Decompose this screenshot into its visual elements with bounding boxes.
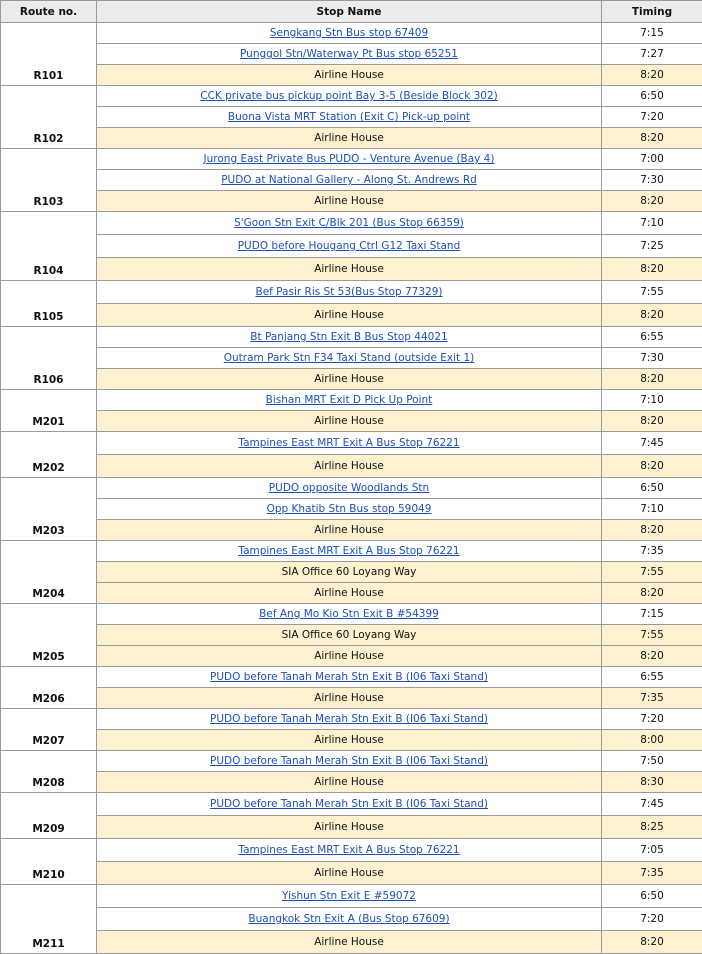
stop-name-cell xyxy=(97,604,602,625)
stop-name-cell xyxy=(97,908,602,931)
stop-column-header: Stop Name xyxy=(97,1,602,23)
table-row xyxy=(1,499,702,520)
timing-cell: 6:50 xyxy=(602,885,702,908)
stop-map-link[interactable]: Tampines East MRT Exit A Bus Stop 76221 xyxy=(238,844,459,856)
stop-map-link[interactable]: Buona Vista MRT Station (Exit C) Pick-up point xyxy=(228,111,470,123)
table-row xyxy=(1,583,702,604)
route-number-cell: R106 xyxy=(1,327,97,390)
stop-name-cell xyxy=(97,646,602,667)
table-row xyxy=(1,730,702,751)
stop-map-link[interactable]: S'Goon Stn Exit C/Blk 201 (Bus Stop 66359) xyxy=(234,217,464,229)
schedule-body xyxy=(1,23,702,954)
table-row xyxy=(1,348,702,369)
timing-cell: 7:45 xyxy=(602,432,702,455)
stop-name-cell xyxy=(97,304,602,327)
stop-map-link[interactable]: Yishun Stn Exit E #59072 xyxy=(282,890,416,902)
route-number-cell: M203 xyxy=(1,478,97,541)
timing-cell: 8:20 xyxy=(602,304,702,327)
stop-name-cell xyxy=(97,885,602,908)
timing-cell: 7:45 xyxy=(602,793,702,816)
table-row xyxy=(1,212,702,235)
table-row xyxy=(1,625,702,646)
table-row xyxy=(1,86,702,107)
stop-name-text: Airline House xyxy=(314,650,384,662)
timing-cell: 8:20 xyxy=(602,191,702,212)
stop-name-cell xyxy=(97,688,602,709)
table-row xyxy=(1,432,702,455)
table-row xyxy=(1,541,702,562)
timing-cell: 8:20 xyxy=(602,455,702,478)
stop-name-cell xyxy=(97,455,602,478)
stop-name-text: Airline House xyxy=(314,309,384,321)
timing-cell: 6:50 xyxy=(602,86,702,107)
stop-name-text: SIA Office 60 Loyang Way xyxy=(282,566,417,578)
stop-map-link[interactable]: PUDO before Tanah Merah Stn Exit B (I06 Taxi Stand) xyxy=(210,798,488,810)
stop-name-text: Airline House xyxy=(314,587,384,599)
stop-name-cell xyxy=(97,170,602,191)
stop-name-text: Airline House xyxy=(314,524,384,536)
timing-cell: 7:35 xyxy=(602,541,702,562)
stop-name-cell xyxy=(97,390,602,411)
stop-map-link[interactable]: PUDO opposite Woodlands Stn xyxy=(269,482,429,494)
timing-cell: 7:20 xyxy=(602,709,702,730)
timing-cell: 7:00 xyxy=(602,149,702,170)
timing-cell: 8:25 xyxy=(602,816,702,839)
table-row xyxy=(1,793,702,816)
timing-cell: 7:25 xyxy=(602,235,702,258)
timing-cell: 7:10 xyxy=(602,390,702,411)
timing-cell: 7:30 xyxy=(602,170,702,191)
stop-map-link[interactable]: Tampines East MRT Exit A Bus Stop 76221 xyxy=(238,437,459,449)
route-number-cell: M201 xyxy=(1,390,97,432)
timing-cell: 7:15 xyxy=(602,23,702,44)
table-row xyxy=(1,258,702,281)
stop-name-cell xyxy=(97,212,602,235)
stop-map-link[interactable]: PUDO at National Gallery - Along St. Andrews Rd xyxy=(221,174,477,186)
table-row xyxy=(1,478,702,499)
route-number-cell: R103 xyxy=(1,149,97,212)
table-row xyxy=(1,751,702,772)
stop-name-cell xyxy=(97,23,602,44)
stop-name-cell xyxy=(97,432,602,455)
stop-name-text: Airline House xyxy=(314,132,384,144)
stop-map-link[interactable]: Tampines East MRT Exit A Bus Stop 76221 xyxy=(238,545,459,557)
timing-cell: 7:30 xyxy=(602,348,702,369)
stop-name-cell xyxy=(97,862,602,885)
timing-cell: 8:20 xyxy=(602,583,702,604)
stop-name-cell xyxy=(97,128,602,149)
stop-name-cell xyxy=(97,348,602,369)
route-number-cell: R102 xyxy=(1,86,97,149)
timing-cell: 8:20 xyxy=(602,931,702,954)
route-number-cell: M210 xyxy=(1,839,97,885)
table-row xyxy=(1,885,702,908)
stop-name-cell xyxy=(97,411,602,432)
table-row xyxy=(1,149,702,170)
stop-map-link[interactable]: PUDO before Tanah Merah Stn Exit B (I06 Taxi Stand) xyxy=(210,713,488,725)
stop-name-cell xyxy=(97,839,602,862)
route-number-cell: M209 xyxy=(1,793,97,839)
stop-name-text: Airline House xyxy=(314,69,384,81)
timing-cell: 6:55 xyxy=(602,327,702,348)
stop-name-cell xyxy=(97,235,602,258)
table-row xyxy=(1,65,702,86)
route-number-cell: M207 xyxy=(1,709,97,751)
route-number-cell: M204 xyxy=(1,541,97,604)
timing-cell: 7:50 xyxy=(602,751,702,772)
route-number-cell: M205 xyxy=(1,604,97,667)
table-row xyxy=(1,281,702,304)
stop-name-cell xyxy=(97,149,602,170)
stop-map-link[interactable]: Bt Panjang Stn Exit B Bus Stop 44021 xyxy=(250,331,447,343)
stop-name-cell xyxy=(97,327,602,348)
table-row xyxy=(1,646,702,667)
route-number-cell: R101 xyxy=(1,23,97,86)
stop-map-link[interactable]: CCK private bus pickup point Bay 3-5 (Beside Block 302) xyxy=(200,90,498,102)
timing-cell: 7:55 xyxy=(602,562,702,583)
stop-name-text: Airline House xyxy=(314,415,384,427)
stop-name-cell xyxy=(97,751,602,772)
stop-name-cell xyxy=(97,772,602,793)
timing-cell: 6:55 xyxy=(602,667,702,688)
stop-name-cell xyxy=(97,793,602,816)
stop-map-link[interactable]: PUDO before Hougang Ctrl G12 Taxi Stand xyxy=(238,240,461,252)
stop-name-cell xyxy=(97,709,602,730)
timing-cell: 7:10 xyxy=(602,499,702,520)
stop-name-text: Airline House xyxy=(314,195,384,207)
stop-name-cell xyxy=(97,86,602,107)
timing-cell: 8:20 xyxy=(602,65,702,86)
table-row xyxy=(1,562,702,583)
timing-cell: 7:20 xyxy=(602,908,702,931)
stop-name-cell xyxy=(97,65,602,86)
timing-cell: 8:20 xyxy=(602,128,702,149)
table-row xyxy=(1,107,702,128)
stop-name-cell xyxy=(97,369,602,390)
table-row xyxy=(1,411,702,432)
stop-name-cell xyxy=(97,191,602,212)
timing-cell: 8:20 xyxy=(602,369,702,390)
stop-map-link[interactable]: Sengkang Stn Bus stop 67409 xyxy=(270,27,428,39)
timing-cell: 7:27 xyxy=(602,44,702,65)
timing-cell: 8:00 xyxy=(602,730,702,751)
stop-name-cell xyxy=(97,520,602,541)
stop-map-link[interactable]: PUDO before Tanah Merah Stn Exit B (I06 Taxi Stand) xyxy=(210,755,488,767)
stop-name-cell xyxy=(97,44,602,65)
stop-name-cell xyxy=(97,107,602,128)
table-row xyxy=(1,839,702,862)
timing-cell: 8:20 xyxy=(602,411,702,432)
stop-name-text: Airline House xyxy=(314,776,384,788)
table-row xyxy=(1,390,702,411)
table-row xyxy=(1,862,702,885)
timing-cell: 8:20 xyxy=(602,520,702,541)
table-row xyxy=(1,604,702,625)
timing-cell: 7:35 xyxy=(602,688,702,709)
table-row xyxy=(1,908,702,931)
table-row xyxy=(1,170,702,191)
timing-cell: 7:55 xyxy=(602,281,702,304)
table-row xyxy=(1,520,702,541)
timing-cell: 7:15 xyxy=(602,604,702,625)
stop-name-cell xyxy=(97,583,602,604)
route-column-header: Route no. xyxy=(1,1,97,23)
stop-name-cell xyxy=(97,931,602,954)
stop-name-text: Airline House xyxy=(314,734,384,746)
stop-map-link[interactable]: Buangkok Stn Exit A (Bus Stop 67609) xyxy=(248,913,449,925)
stop-name-cell xyxy=(97,625,602,646)
stop-name-cell xyxy=(97,730,602,751)
timing-cell: 8:30 xyxy=(602,772,702,793)
stop-name-text: Airline House xyxy=(314,821,384,833)
stop-map-link[interactable]: Jurong East Private Bus PUDO - Venture Avenue (Bay 4) xyxy=(204,153,495,165)
table-row xyxy=(1,455,702,478)
stop-name-cell xyxy=(97,478,602,499)
stop-name-text: SIA Office 60 Loyang Way xyxy=(282,629,417,641)
table-row xyxy=(1,931,702,954)
table-row xyxy=(1,369,702,390)
timing-cell: 8:20 xyxy=(602,646,702,667)
table-row xyxy=(1,191,702,212)
timing-cell: 7:35 xyxy=(602,862,702,885)
table-row xyxy=(1,709,702,730)
stop-name-text: Airline House xyxy=(314,263,384,275)
route-number-cell: R104 xyxy=(1,212,97,281)
route-number-cell: M202 xyxy=(1,432,97,478)
table-row xyxy=(1,772,702,793)
table-row xyxy=(1,128,702,149)
timing-cell: 6:50 xyxy=(602,478,702,499)
stop-name-cell xyxy=(97,281,602,304)
stop-name-cell xyxy=(97,562,602,583)
stop-map-link[interactable]: Outram Park Stn F34 Taxi Stand (outside Exit 1) xyxy=(224,352,475,364)
stop-map-link[interactable]: Bef Pasir Ris St 53(Bus Stop 77329) xyxy=(255,286,442,298)
stop-map-link[interactable]: Bef Ang Mo Kio Stn Exit B #54399 xyxy=(259,608,439,620)
stop-map-link[interactable]: Bishan MRT Exit D Pick Up Point xyxy=(266,394,433,406)
table-row xyxy=(1,235,702,258)
timing-cell: 8:20 xyxy=(602,258,702,281)
route-number-cell: M206 xyxy=(1,667,97,709)
table-row xyxy=(1,688,702,709)
stop-name-cell xyxy=(97,258,602,281)
table-row xyxy=(1,304,702,327)
stop-name-text: Airline House xyxy=(314,692,384,704)
timing-cell: 7:55 xyxy=(602,625,702,646)
stop-name-cell xyxy=(97,816,602,839)
table-row xyxy=(1,23,702,44)
table-row xyxy=(1,816,702,839)
route-number-cell: M208 xyxy=(1,751,97,793)
stop-name-cell xyxy=(97,667,602,688)
stop-name-text: Airline House xyxy=(314,460,384,472)
timing-cell: 7:05 xyxy=(602,839,702,862)
timing-cell: 7:20 xyxy=(602,107,702,128)
table-row xyxy=(1,667,702,688)
stop-map-link[interactable]: Punggol Stn/Waterway Pt Bus stop 65251 xyxy=(240,48,458,60)
stop-name-text: Airline House xyxy=(314,867,384,879)
table-row xyxy=(1,327,702,348)
stop-map-link[interactable]: PUDO before Tanah Merah Stn Exit B (I06 Taxi Stand) xyxy=(210,671,488,683)
stop-name-cell xyxy=(97,499,602,520)
stop-name-text: Airline House xyxy=(314,373,384,385)
stop-name-cell xyxy=(97,541,602,562)
stop-map-link[interactable]: Opp Khatib Stn Bus stop 59049 xyxy=(267,503,432,515)
route-number-cell: R105 xyxy=(1,281,97,327)
timing-cell: 7:10 xyxy=(602,212,702,235)
table-row xyxy=(1,44,702,65)
timing-column-header: Timing xyxy=(602,1,702,23)
route-number-cell: M211 xyxy=(1,885,97,954)
stop-name-text: Airline House xyxy=(314,936,384,948)
table-header-row xyxy=(1,1,702,23)
